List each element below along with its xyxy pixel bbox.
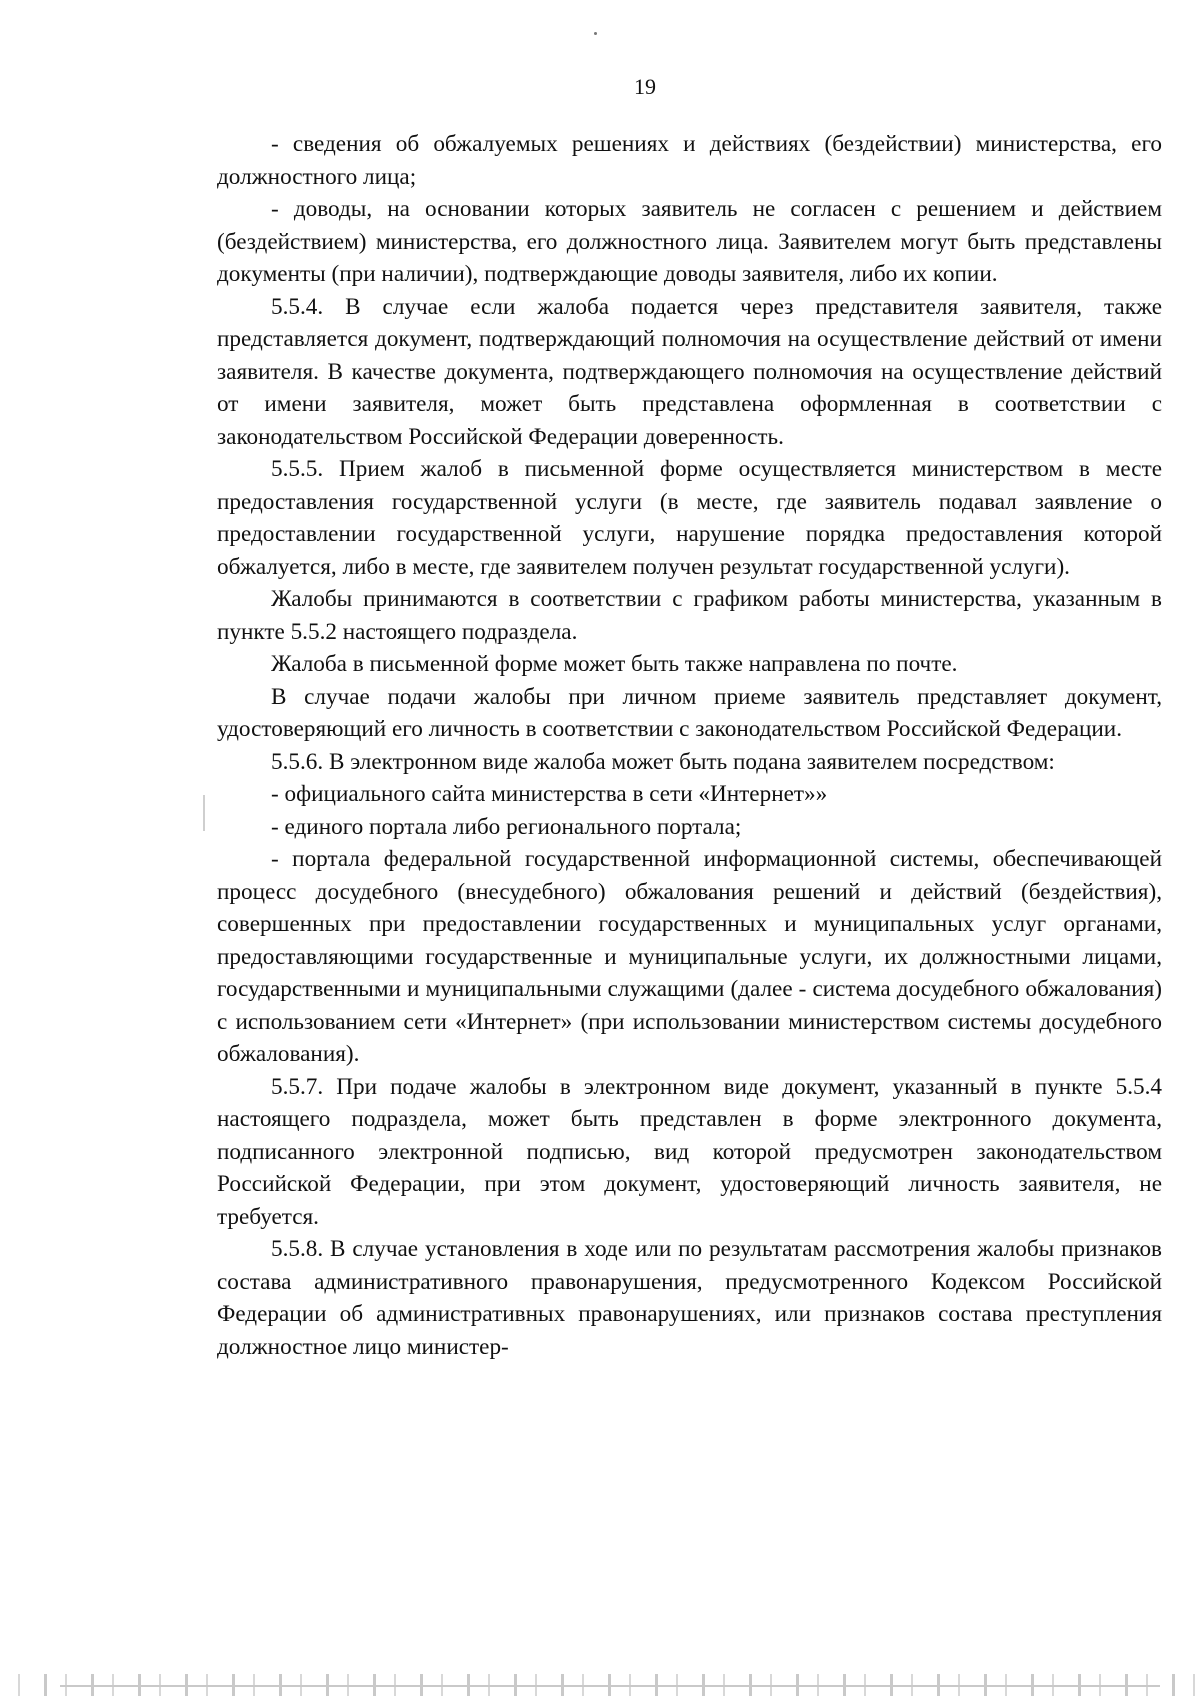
paragraph-personal-reception: В случае подачи жалобы при личном приеме заявитель представляет документ, удостоверяющий его личность в соответствии с законодательством Российской Федерации.	[217, 683, 1162, 742]
paragraph-5-5-4: 5.5.4. В случае если жалоба подается через представителя заявителя, также представляется документ, подтверждающий полномочия на осуществление действий от имени заявителя. В качестве документа, подтверждающего полномочия на осуществление действий от имени заявителя, может быть представлена оформленная в соответствии с законодательством Российской Федерации доверенность.	[217, 293, 1162, 450]
scan-bottom-line	[60, 1685, 1160, 1687]
paragraph-schedule: Жалобы принимаются в соответствии с графиком работы министерства, указанным в пункте 5.5.2 настоящего подраздела.	[217, 586, 1162, 645]
paragraph-5-5-7: 5.5.7. При подаче жалобы в электронном виде документ, указанный в пункте 5.5.4 настоящего подраздела, может быть представлен в форме электронного документа, подписанного электронной подписью, вид которой предусмотрен законодательством Российской Федерации, при этом документ, удостоверяющий личность заявителя, не требуется.	[217, 1073, 1162, 1230]
paragraph-list-item-arguments: - доводы, на основании которых заявитель не согласен с решением и действием (бездействием) министерства, его должностного лица. Заявителем могут быть представлены документы (при наличии), подтверждающие доводы заявителя, либо их копии.	[217, 196, 1162, 287]
scan-artifact-dot	[594, 32, 597, 35]
paragraph-list-item-unified-portal: - единого портала либо регионального портала;	[271, 813, 742, 840]
paragraph-5-5-5: 5.5.5. Прием жалоб в письменной форме осуществляется министерством в месте предоставления государственной услуги (в месте, где заявитель подавал заявление о предоставлении государственной услуги, нарушение порядка предоставления которой обжалуется, либо в месте, где заявителем получен результат государственной услуги).	[217, 456, 1162, 580]
scan-artifact-mark	[203, 795, 205, 831]
paragraph-list-item-federal-portal: - портала федеральной государственной информационной системы, обеспечивающей процесс досудебного (внесудебного) обжалования решений и действий (бездействия), совершенных при предоставлении государственных и муниципальных услуг органами, предоставляющими государственные и муниципальные услуги, их должностными лицами, государственными и муниципальными служащими (далее - система досудебного обжалования) с использованием сети «Интернет» (при использовании министерством системы досудебного обжалования).	[217, 846, 1162, 1067]
paragraph-list-item-official-site: - официального сайта министерства в сети «Интернет»»	[271, 781, 828, 807]
paragraph-by-mail: Жалоба в письменной форме может быть также направлена по почте.	[271, 651, 958, 677]
paragraph-list-item-appealed-decisions: - сведения об обжалуемых решениях и действиях (бездействии) министерства, его должностного лица;	[217, 131, 1162, 190]
paragraph-5-5-6: 5.5.6. В электронном виде жалоба может быть подана заявителем посредством:	[271, 748, 1055, 775]
page-number: 19	[634, 74, 656, 99]
document-body	[217, 128, 1162, 1363]
paragraph-5-5-8: 5.5.8. В случае установления в ходе или по результатам рассмотрения жалобы признаков состава административного правонарушения, предусмотренного Кодексом Российской Федерации об административных правонарушениях, или признаков состава преступления должностное лицо министер-	[217, 1236, 1162, 1360]
